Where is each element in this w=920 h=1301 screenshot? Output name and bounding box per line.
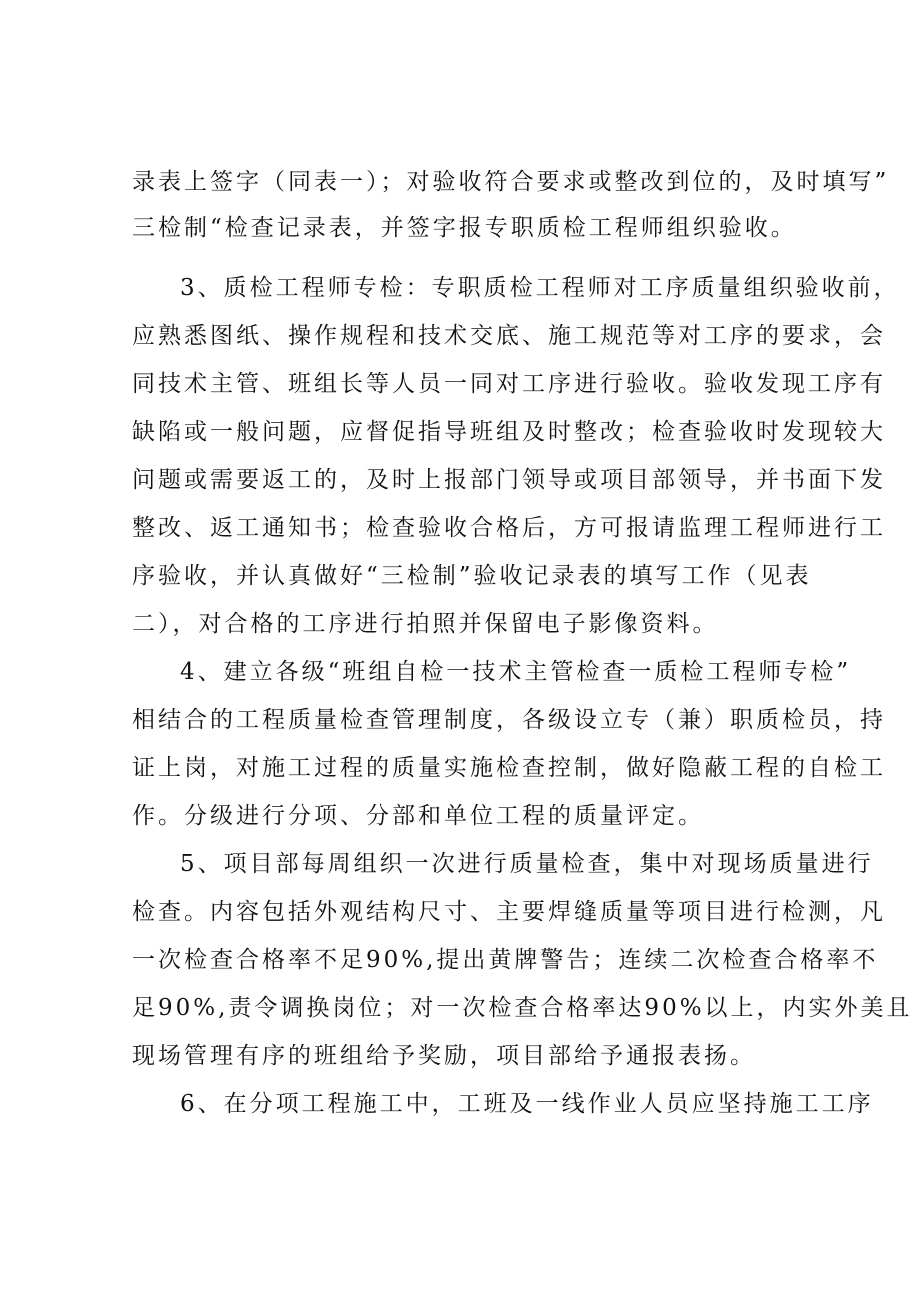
text-line: 检查。内容包括外观结构尺寸、主要焊缝质量等项目进行检测，凡 <box>132 899 886 925</box>
text-line: 问题或需要返工的，及时上报部门领导或项目部领导，并书面下发 <box>132 467 886 493</box>
text-line: 三检制“检查记录表，并签字报专职质检工程师组织验收。 <box>132 215 797 241</box>
text-line: 整改、返工通知书；检查验收合格后，方可报请监理工程师进行工 <box>132 515 886 541</box>
text-line: 缺陷或一般问题，应督促指导班组及时整改；检查验收时发现较大 <box>132 419 886 445</box>
text-line: 应熟悉图纸、操作规程和技术交底、施工规范等对工序的要求，会 <box>132 323 886 349</box>
text-line: 作。分级进行分项、分部和单位工程的质量评定。 <box>132 803 704 829</box>
text-line: 足90%,责令调换岗位；对一次检查合格率达90%以上，内实外美且 <box>132 995 913 1021</box>
text-line: 二），对合格的工序进行拍照并保留电子影像资料。 <box>132 611 719 637</box>
paragraph-6-start: 6、在分项工程施工中，工班及一线作业人员应坚持施工工序 <box>180 1091 874 1117</box>
text-line: 一次检查合格率不足90%,提出黄牌警告；连续二次检查合格率不 <box>132 947 879 973</box>
paragraph-4-start: 4、建立各级“班组自检一技术主管检查一质检工程师专检” <box>180 659 852 685</box>
text-line: 同技术主管、班组长等人员一同对工序进行验收。验收发现工序有 <box>132 371 886 397</box>
text-line: 现场管理有序的班组给予奖励，项目部给予通报表扬。 <box>132 1043 756 1069</box>
text-line: 证上岗，对施工过程的质量实施检查控制，做好隐蔽工程的自检工 <box>132 755 886 781</box>
text-line: 相结合的工程质量检查管理制度，各级设立专（兼）职质检员，持 <box>132 707 886 733</box>
text-line: 序验收，并认真做好“三检制”验收记录表的填写工作（见表 <box>132 563 812 589</box>
paragraph-5-start: 5、项目部每周组织一次进行质量检查，集中对现场质量进行 <box>180 851 874 877</box>
paragraph-3-start: 3、质检工程师专检：专职质检工程师对工序质量组织验收前， <box>180 275 900 301</box>
text-line: 录表上签字（同表一）；对验收符合要求或整改到位的，及时填写” <box>132 169 890 195</box>
